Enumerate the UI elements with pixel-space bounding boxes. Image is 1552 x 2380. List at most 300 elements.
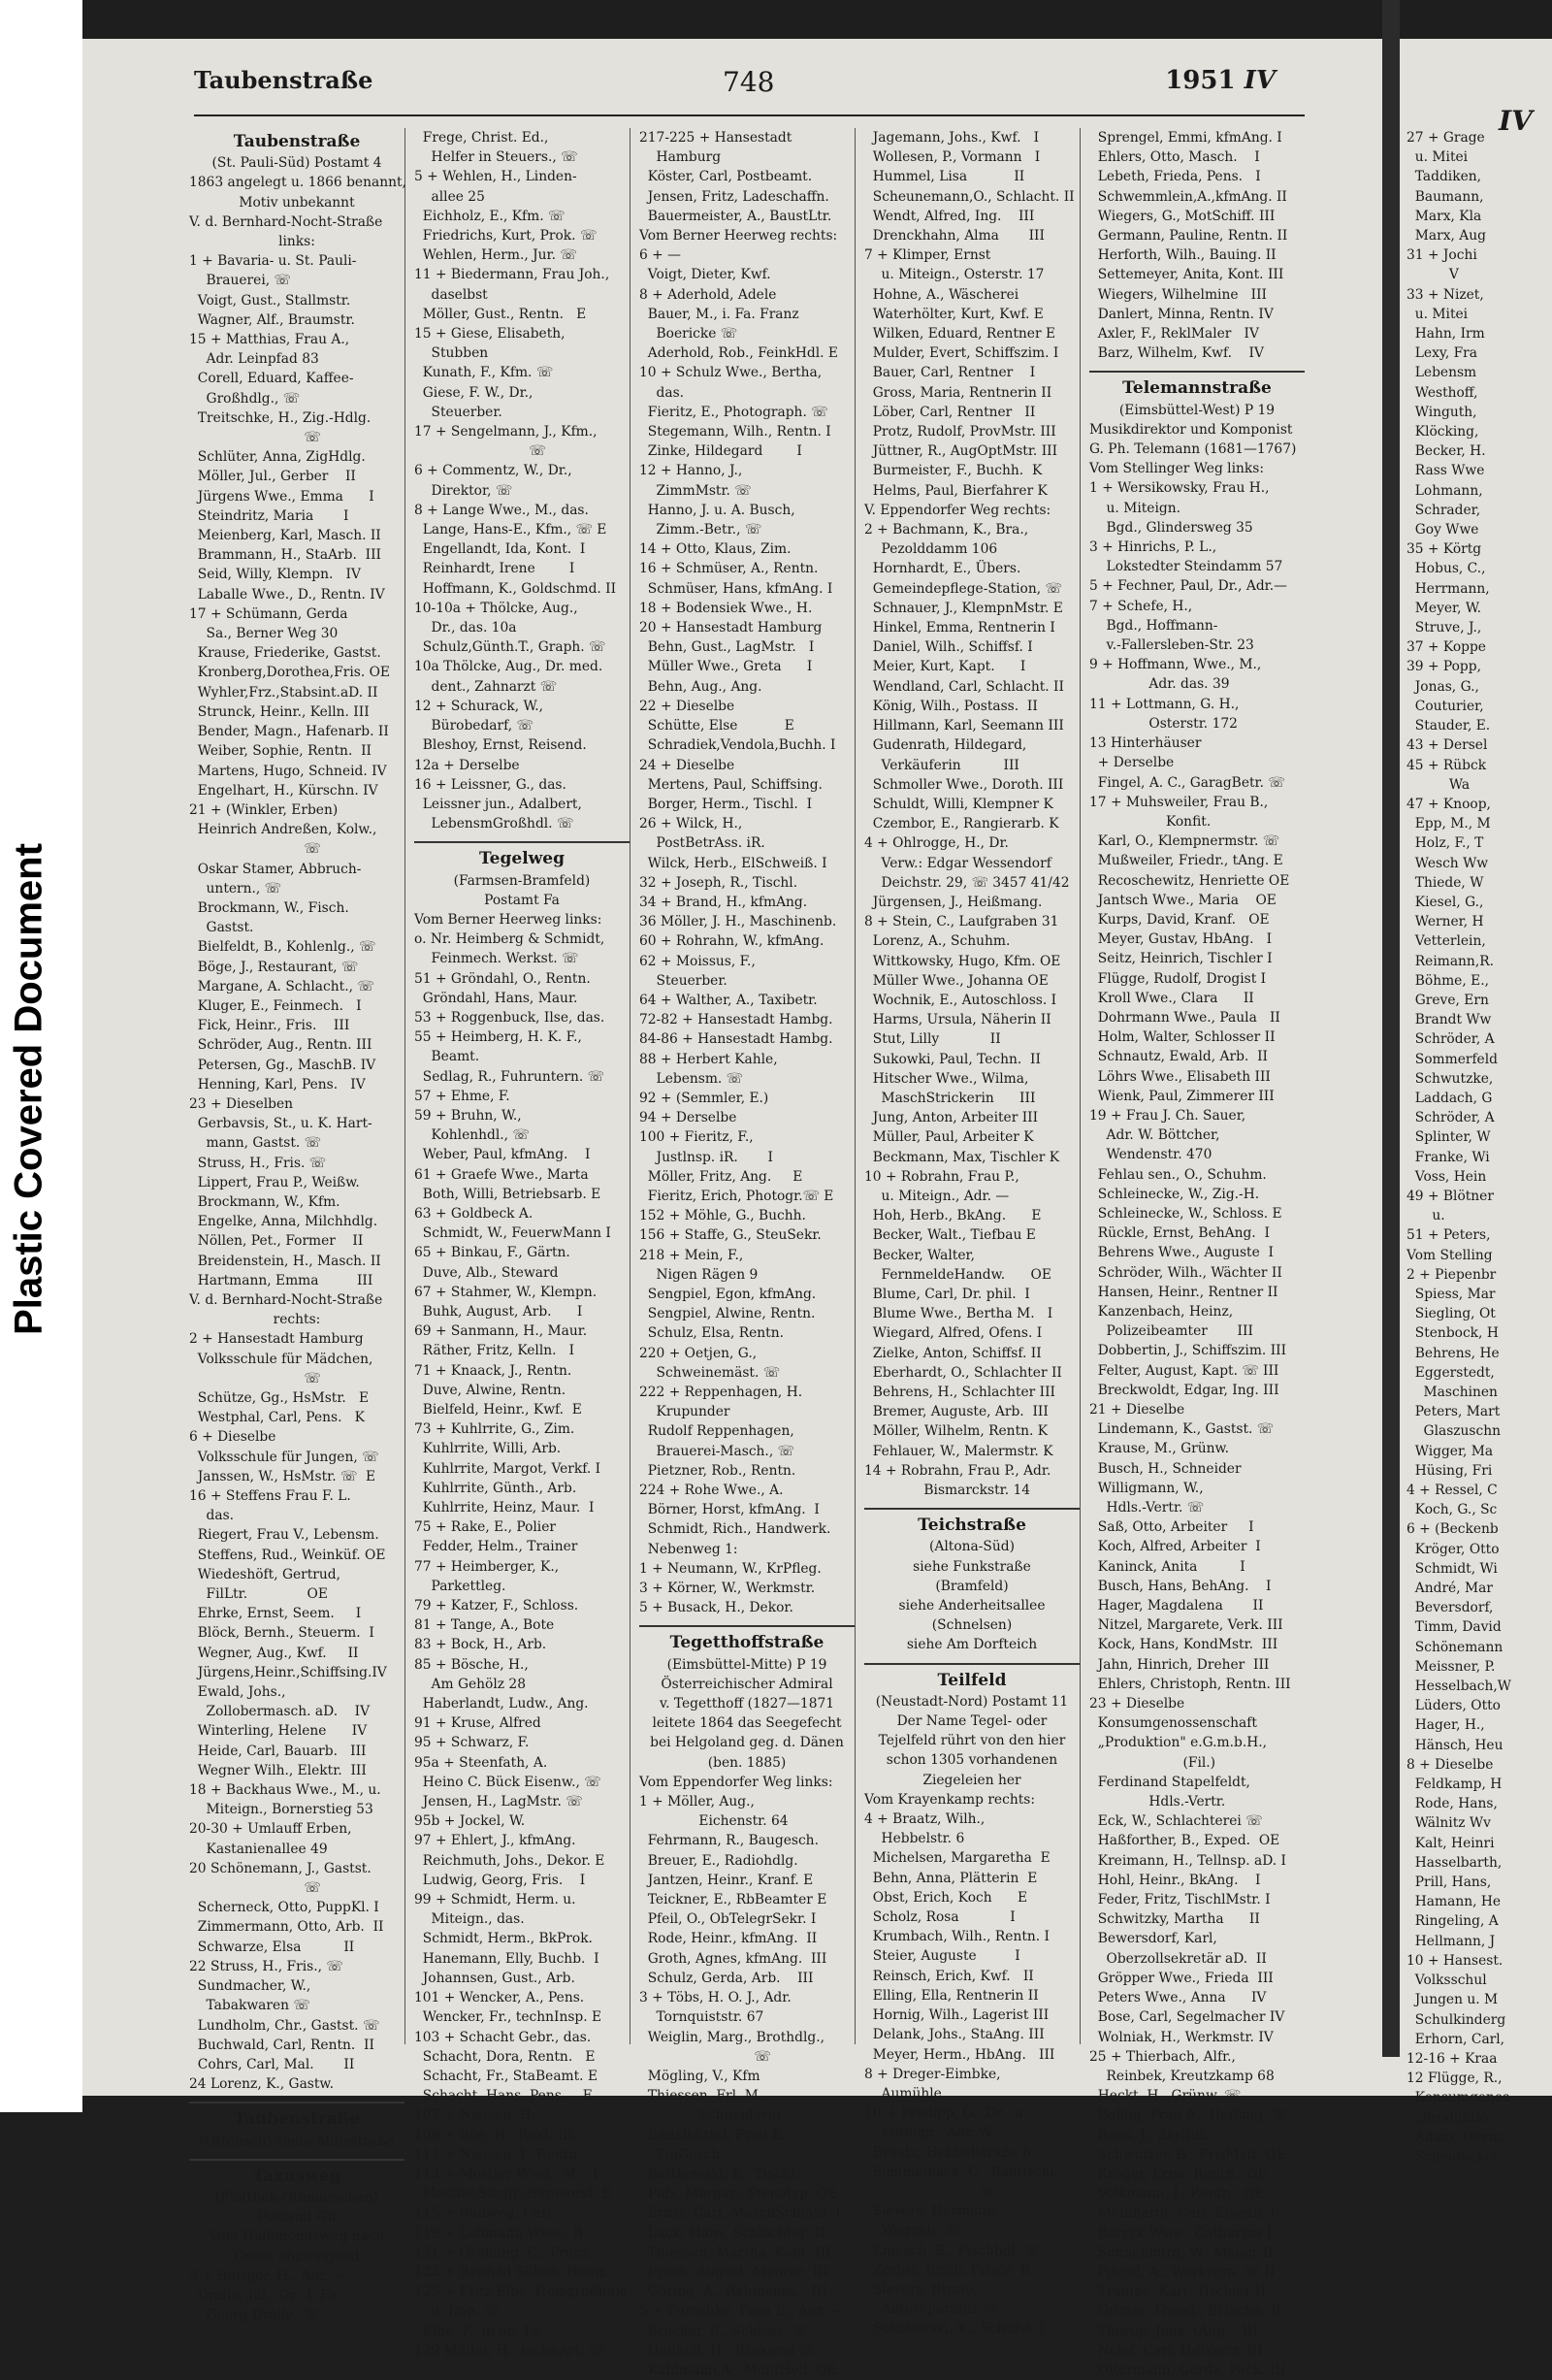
directory-line: Schröder, A bbox=[1406, 1031, 1495, 1048]
directory-line: Schulz, Gerda, Arb. III bbox=[639, 1970, 814, 1986]
directory-line: Ewald, Johs., bbox=[189, 1684, 286, 1701]
directory-line: Fieritz, E., Photograph. ☏ bbox=[639, 404, 828, 420]
directory-line: Kurps, David, Kranf. OE bbox=[1089, 911, 1270, 928]
directory-line: Pezolddamm 106 bbox=[864, 541, 998, 558]
directory-line: Klöcking, bbox=[1406, 424, 1479, 440]
directory-line: Polizeibeamter III bbox=[1089, 1323, 1253, 1340]
directory-line: Greve, Ern bbox=[1406, 992, 1489, 1008]
page-number: 748 bbox=[723, 66, 775, 98]
directory-line: Behn, Anna, Plätterin E bbox=[864, 1870, 1038, 1886]
directory-line: Hebbelstr. 6 bbox=[864, 1831, 965, 1847]
directory-line: 77 + Heimberger, K., bbox=[414, 1558, 560, 1575]
directory-line: Sprengel, Emmi, kfmAng. I bbox=[1089, 130, 1282, 146]
directory-line: Gemeindepflege-Station, ☏ bbox=[864, 580, 1062, 597]
directory-line: Buhk, August, Arb. I bbox=[414, 1303, 583, 1320]
directory-line: 79 + Katzer, F., Schloss. bbox=[414, 1598, 579, 1614]
directory-line: Der Name Tegel- oder bbox=[896, 1713, 1048, 1730]
directory-line: Schmidt, Herm., BkProk. bbox=[414, 1931, 593, 1947]
directory-line: Adr. Leinpfad 83 bbox=[189, 351, 319, 368]
directory-line: Bewersdorf, Karl, bbox=[1089, 1931, 1217, 1947]
directory-line: Adr. das. 39 bbox=[1089, 676, 1230, 693]
directory-line: Hdls.-Vertr. bbox=[1089, 1794, 1226, 1810]
directory-line: 45 + Rübck bbox=[1406, 757, 1487, 773]
directory-line: 94 + Derselbe bbox=[639, 1110, 737, 1126]
book-gutter bbox=[1382, 0, 1400, 2057]
directory-line: 119 + Lohmann Wwe., B. bbox=[414, 2225, 588, 2241]
directory-line: Dralle, Jul., Dr., i. Fa. bbox=[189, 2287, 341, 2303]
directory-line: Georg Dralle, ☏ bbox=[189, 2307, 319, 2324]
directory-line: Fingel, A. C., GaragBetr. ☏ bbox=[1089, 774, 1285, 791]
directory-line: Scheunemann,O., Schlacht. II bbox=[864, 188, 1075, 205]
directory-line: (Eimsbüttel-West) P 19 bbox=[1118, 402, 1276, 418]
directory-line: 12a + Derselbe bbox=[414, 757, 520, 773]
running-head-street: Taubenstraße bbox=[194, 66, 373, 94]
directory-line: ☏ bbox=[189, 430, 321, 446]
directory-line: schon 1305 vorhandenen bbox=[886, 1752, 1058, 1769]
directory-line: 23 + Dieselben bbox=[189, 1095, 294, 1112]
directory-line: Kalt, Heinri bbox=[1406, 1835, 1495, 1851]
directory-line: Miteign., Bornerstieg 53 bbox=[189, 1802, 373, 1818]
directory-line: mann, Gastst. ☏ bbox=[189, 1135, 321, 1152]
directory-line: Sukowki, Paul, Techn. II bbox=[864, 1051, 1041, 1067]
directory-line: Oberzollsekretär aD. II bbox=[1089, 1950, 1267, 1967]
directory-line: ☏ bbox=[639, 2048, 771, 2065]
directory-line: Glaszuschn bbox=[1406, 1423, 1502, 1440]
directory-line: Ehlers, Christoph, Rentn. III bbox=[1089, 1676, 1291, 1692]
directory-line: 8 + Lange Wwe., M., das. bbox=[414, 502, 589, 518]
directory-line: Möller, Jul., Gerber II bbox=[189, 469, 356, 485]
directory-line: Hillmann, Karl, Seemann III bbox=[864, 718, 1064, 734]
directory-line: 1 + Möller, Aug., bbox=[639, 1794, 755, 1810]
directory-line: Zimm.-Betr., ☏ bbox=[639, 522, 762, 538]
directory-line: Felter, August, Kapt. ☏ III bbox=[1089, 1362, 1279, 1379]
directory-line: 95b + Jockel, W. bbox=[414, 1813, 526, 1830]
directory-line: Schnauer, J., KlempnMstr. E bbox=[864, 600, 1063, 616]
directory-line: 6 + Dieselbe bbox=[189, 1429, 276, 1446]
directory-line: 123 + Benfeld Söhne, Heinr. bbox=[414, 2264, 609, 2280]
directory-line: Reinsch, Erich, Kwf. II bbox=[864, 1968, 1034, 1984]
directory-line: Nebenweg 1: bbox=[639, 1541, 738, 1557]
directory-line: Meyer, Herm., HbAng. III bbox=[864, 2046, 1055, 2063]
directory-line: Wilken, Eduard, Rentner E bbox=[864, 326, 1056, 342]
directory-line: Gross, Maria, Rentnerin II bbox=[864, 384, 1052, 401]
directory-line: Lundholm, Chr., Gastst. ☏ bbox=[189, 2017, 380, 2034]
directory-line: Brammann, H., StaArb. III bbox=[189, 547, 381, 564]
directory-line: 16 + Schmüser, A., Rentn. bbox=[639, 561, 819, 577]
directory-line: Teickner, E., RbBeamter E bbox=[639, 1892, 827, 1908]
directory-line: Hoh, Herb., BkAng. E bbox=[864, 1208, 1042, 1224]
directory-line: Mußweiler, Friedr., tAng. E bbox=[1089, 853, 1283, 869]
directory-line: Sa., Berner Weg 30 bbox=[189, 626, 339, 642]
directory-line: Ringeling, A bbox=[1406, 1913, 1499, 1930]
directory-line: Johannsen, Gust., Arb. bbox=[414, 1970, 575, 1986]
directory-line: Wigger, Ma bbox=[1406, 1443, 1494, 1459]
directory-line: Michelsen, Margaretha E bbox=[864, 1850, 1051, 1867]
directory-line: Siegling, Ot bbox=[1406, 1306, 1496, 1322]
directory-line: Wienk, Paul, Zimmerer III bbox=[1089, 1088, 1275, 1104]
directory-line: das. bbox=[189, 1508, 235, 1524]
directory-line: 67 + Stahmer, W., Klempn. bbox=[414, 1284, 598, 1300]
directory-line: Müller Wwe., Greta I bbox=[639, 659, 813, 675]
directory-line: ☏ bbox=[189, 841, 321, 858]
directory-line: 72-82 + Hansestadt Hambg. bbox=[639, 1012, 833, 1028]
directory-line: 111 + Nielsen, J., Rentn. bbox=[414, 2146, 582, 2163]
directory-line: Haukelt, H., Bäckerei ☏ bbox=[639, 2342, 816, 2359]
directory-line: Konfit. bbox=[1089, 813, 1212, 830]
directory-line: Germann, Pauline, Rentn. II bbox=[1089, 228, 1288, 245]
directory-line: 25 + Thierbach, Alfr., bbox=[1089, 2048, 1236, 2065]
directory-line: Krupunder bbox=[639, 1404, 730, 1420]
directory-line: 152 + Möhle, G., Buchh. bbox=[639, 1208, 806, 1224]
directory-line: allee 25 bbox=[414, 188, 485, 205]
directory-line: Wegner, Aug., Kwf. II bbox=[189, 1645, 359, 1661]
directory-line: Wochnik, E., Autoschloss. I bbox=[864, 992, 1057, 1008]
directory-line: Zinke, Hildegard I bbox=[639, 443, 802, 460]
directory-line: Eichholz, E., Kfm. ☏ bbox=[414, 208, 566, 224]
directory-line: Steier, Auguste I bbox=[864, 1948, 1020, 1965]
directory-line: (Eimsbüttel-Mitte) P 19 bbox=[666, 1656, 827, 1673]
directory-line: Meier, Kurt, Kapt. I bbox=[864, 659, 1026, 675]
directory-line: 73 + Kuhlrrite, G., Zim. bbox=[414, 1421, 575, 1438]
directory-line: Jüttner, R., AugOptMstr. III bbox=[864, 443, 1058, 460]
directory-line: 1 + Bavaria- u. St. Pauli- bbox=[189, 253, 357, 270]
directory-line: Wendt, Alfred, Ing. III bbox=[864, 208, 1035, 224]
directory-line: Wittkowsky, Hugo, Kfm. OE bbox=[864, 953, 1061, 969]
directory-line: Reinbek, Kreutzkamp 68 bbox=[1089, 2068, 1275, 2084]
directory-line: Becker, Walter, bbox=[864, 1247, 975, 1263]
directory-line: Schwotzer, B., FrisMstr. OE bbox=[1089, 2146, 1286, 2163]
directory-line: Lebeth, Frieda, Pens. I bbox=[1089, 169, 1261, 185]
next-page-column bbox=[1406, 128, 1552, 2165]
directory-line: Flügge, Rudolf, Drogist I bbox=[1089, 970, 1267, 987]
directory-line: Löhrs Wwe., Elisabeth III bbox=[1089, 1068, 1271, 1085]
directory-line: Winguth, bbox=[1406, 404, 1477, 420]
volume-text: IV bbox=[1244, 66, 1276, 95]
directory-line: Weiglin, Marg., Brothdlg., bbox=[639, 2029, 824, 2045]
directory-line: Corell, Eduard, Kaffee- bbox=[189, 371, 354, 387]
directory-line: 24 Lorenz, K., Gastw. bbox=[189, 2076, 334, 2093]
directory-line: Wälnitz Wv bbox=[1406, 1815, 1491, 1832]
directory-line: Sokolowski, K., Schiffsf. I bbox=[864, 2321, 1046, 2337]
directory-line: Sievers, Hermann, bbox=[864, 2203, 1000, 2220]
directory-line: Herrmann, bbox=[1406, 580, 1490, 597]
directory-line: Splinter, W bbox=[1406, 1129, 1491, 1146]
directory-line: Hoffmann, K., Goldschmd. II bbox=[414, 580, 617, 597]
directory-line: Behrens, He bbox=[1406, 1345, 1500, 1361]
directory-line: 26 + Wilck, H., bbox=[639, 816, 743, 832]
directory-line: 224 + Rohe Wwe., A. bbox=[639, 1483, 784, 1499]
directory-line: LebensmGroßhdl. ☏ bbox=[414, 816, 574, 832]
directory-line: 218 + Mein, F., bbox=[639, 1247, 744, 1263]
directory-line: v.-Fallersleben-Str. 23 bbox=[1089, 637, 1254, 654]
directory-line: Stubben bbox=[414, 345, 489, 362]
directory-line: 4 + Ressel, C bbox=[1406, 1483, 1498, 1499]
directory-line: Seid, Willy, Klempn. IV bbox=[189, 567, 361, 583]
directory-line: 217-225 + Hansestadt bbox=[639, 130, 792, 146]
directory-line: Schrader, bbox=[1406, 502, 1481, 518]
directory-line: 6 + — bbox=[639, 247, 681, 264]
directory-line: Holm, Walter, Schlosser II bbox=[1089, 1029, 1276, 1046]
directory-line: Bismarckstr. 14 bbox=[864, 1483, 1031, 1499]
directory-line: 1863 angelegt u. 1866 benannt, bbox=[189, 175, 406, 191]
directory-line: Schlüter, Anna, ZigHdlg. bbox=[189, 449, 366, 466]
directory-line: Hesselbach,W bbox=[1406, 1679, 1511, 1695]
directory-line: Duve, Alb., Steward bbox=[414, 1264, 559, 1281]
directory-line: Heino C. Bück Eisenw., ☏ bbox=[414, 1774, 601, 1790]
directory-line: Danlert, Minna, Rentn. IV bbox=[1089, 306, 1274, 322]
directory-line: Hamann, He bbox=[1406, 1894, 1502, 1910]
directory-line: Kröger, Erna, Rentn. OE bbox=[1089, 2166, 1268, 2182]
directory-line: Brockmann, W., Fisch. bbox=[189, 899, 349, 916]
directory-line: siehe Funkstraße bbox=[913, 1558, 1031, 1575]
directory-line: 12-16 + Kraa bbox=[1406, 2050, 1498, 2067]
directory-line: Konsumgenossenschaft bbox=[1089, 1715, 1257, 1732]
directory-line: 20-30 + Umlauff Erben, bbox=[189, 1821, 352, 1838]
directory-line: Pfeil, O., ObTelegrSekr. I bbox=[639, 1911, 817, 1928]
directory-line: ☏ bbox=[189, 1370, 321, 1386]
directory-line: 7 + Schefe, H., bbox=[1089, 598, 1193, 614]
directory-line: Steindritz, Maria I bbox=[189, 507, 349, 524]
directory-line: Treitschke, H., Zig.-Hdlg. bbox=[189, 409, 372, 426]
directory-line: 39 + Popp, bbox=[1406, 659, 1481, 675]
directory-line: Eggerstedt, bbox=[1406, 1364, 1495, 1381]
directory-line: Ehlers, Otto, Masch. I bbox=[1089, 149, 1260, 166]
directory-line: 10 + Prielipp, G., Dr., u. bbox=[864, 2105, 1027, 2122]
directory-line: 81 + Tange, A., Bote bbox=[414, 1617, 555, 1634]
directory-line: Schacht, Hans, Pens. E bbox=[414, 2088, 593, 2104]
directory-line: Lokstedter Steindamm 57 bbox=[1089, 559, 1283, 575]
directory-line: ZimmMstr. ☏ bbox=[639, 482, 752, 499]
directory-line: 3 + Rüttger, H., Adr. — bbox=[189, 2267, 346, 2284]
directory-line: Krause, M., Grünw. bbox=[1089, 1441, 1230, 1457]
directory-line: Kuhlmann,A., MontHelf. OE bbox=[639, 2362, 837, 2378]
directory-line: Sundmacher, W., bbox=[189, 1978, 311, 1995]
directory-line: Ernst, Carl, MaschSchloss. I bbox=[639, 2205, 841, 2222]
directory-line: Boericke ☏ bbox=[639, 326, 738, 342]
directory-line: G. Ph. Telemann (1681—1767) bbox=[1089, 441, 1297, 458]
directory-line: Reichmuth, Johs., Dekor. E bbox=[414, 1852, 605, 1869]
directory-line: Busch, Hans, BehAng. I bbox=[1089, 1578, 1272, 1594]
directory-line: u. Miteign. bbox=[1089, 500, 1180, 516]
directory-line: 85 + Bösche, H., bbox=[414, 1656, 529, 1673]
directory-line: Feinmech. Werkst. ☏ bbox=[414, 951, 579, 967]
directory-line: V. d. Bernhard-Nocht-Straße bbox=[189, 1291, 383, 1308]
directory-line: 14 + Robrahn, Frau P., Adr. bbox=[864, 1462, 1051, 1479]
directory-line: 83 + Bock, H., Arb. bbox=[414, 1637, 547, 1653]
directory-line: Österreichischer Admiral bbox=[661, 1676, 833, 1692]
directory-line: Margane, A. Schlacht., ☏ bbox=[189, 978, 374, 994]
directory-line: Burmeister, F., Buchh. K bbox=[864, 463, 1043, 479]
directory-line: 49 + Blötner bbox=[1406, 1188, 1494, 1204]
year-text: 1951 bbox=[1165, 66, 1236, 95]
directory-line: Helms, Paul, Bierfahrer K bbox=[864, 482, 1048, 499]
directory-line: Ludwig, Georg, Fris. I bbox=[414, 1872, 586, 1888]
directory-line: (Ottensen) siehe Abbestraße bbox=[199, 2133, 395, 2149]
directory-line: Protz, Rudolf, ProvMstr. III bbox=[864, 424, 1056, 440]
directory-line: Bgd., Glindersweg 35 bbox=[1089, 519, 1253, 536]
directory-line: (ben. 1885) bbox=[707, 1754, 787, 1771]
directory-line: 2 + Bachmann, K., Bra., bbox=[864, 522, 1029, 538]
directory-line: Oltermann, Gerda, Pack. III bbox=[1089, 2362, 1286, 2378]
directory-line: Pingel, A., Werkzgm. ☏ II bbox=[1089, 2264, 1276, 2280]
directory-line: Schweinemäst. ☏ bbox=[639, 1364, 781, 1381]
directory-line: Stenbock, H bbox=[1406, 1325, 1499, 1342]
page-header bbox=[194, 66, 1305, 116]
directory-line: Löber, Carl, Rentner II bbox=[864, 404, 1036, 420]
directory-line: Martens, Hugo, Schneid. IV bbox=[189, 763, 387, 779]
directory-line: Fieritz, Erich, Photogr.☏ E bbox=[639, 1188, 834, 1204]
directory-line: Hartmann, Emma III bbox=[189, 1272, 373, 1288]
directory-line: Timm, David bbox=[1406, 1619, 1502, 1636]
directory-line: Fehlau sen., O., Schuhm. bbox=[1089, 1166, 1267, 1183]
directory-line: Schwutzke, bbox=[1406, 1070, 1494, 1087]
directory-line: Wendland, Carl, Schlacht. II bbox=[864, 678, 1064, 695]
directory-line: 8 + Stein, C., Laufgraben 31 bbox=[864, 914, 1059, 930]
next-page-volume: IV bbox=[1499, 105, 1533, 137]
directory-line: Schneiderin bbox=[639, 2107, 781, 2124]
directory-line: daselbst bbox=[414, 286, 488, 303]
directory-line: Wencker, Fr., technInsp. E bbox=[414, 2009, 602, 2026]
directory-line: Lexy, Fra bbox=[1406, 345, 1478, 362]
directory-line: u. Mitei bbox=[1406, 149, 1469, 166]
directory-line: Kunath, F., Kfm. ☏ bbox=[414, 365, 554, 381]
directory-line: V. d. Bernhard-Nocht-Straße bbox=[189, 213, 383, 230]
directory-line: Jonas, G., bbox=[1406, 678, 1479, 695]
directory-line: Hamburg bbox=[639, 149, 722, 166]
directory-line: 20 + Hansestadt Hamburg bbox=[639, 620, 823, 636]
directory-line: Trampe, Karl, Tischler II bbox=[1089, 2284, 1266, 2300]
directory-line: Barzyk Wwe., Catharina I bbox=[1089, 2225, 1273, 2241]
directory-line: Osten abzweigend bbox=[234, 2248, 360, 2265]
directory-line: 17 + Muhsweiler, Frau B., bbox=[1089, 794, 1269, 810]
directory-line: Wagner, Alf., Braumstr. bbox=[189, 311, 355, 328]
directory-line: 60 + Rohrahn, W., kfmAng. bbox=[639, 933, 824, 950]
directory-line: MaschStrickerin III bbox=[864, 1090, 1036, 1106]
directory-line: Thiessen, Frl. M., bbox=[639, 2088, 767, 2104]
directory-line: Book, J., ZigHdl. bbox=[1089, 2127, 1209, 2143]
directory-line: Vetterlein, bbox=[1406, 933, 1486, 950]
directory-line: Sengpiel, Alwine, Rentn. bbox=[639, 1306, 816, 1322]
directory-line: 63 + Goldbeck A. bbox=[414, 1205, 534, 1222]
directory-line: Winterling, Helene IV bbox=[189, 1723, 368, 1740]
directory-line: Helfer in Steuers., ☏ bbox=[414, 149, 578, 166]
directory-line: Behrens, H., Schlachter III bbox=[864, 1385, 1056, 1400]
directory-line: Fedder, Helm., Trainer bbox=[414, 1539, 578, 1555]
directory-line: Rode, Hans, bbox=[1406, 1796, 1498, 1812]
directory-line: Stauder, E. bbox=[1406, 718, 1491, 734]
directory-line: Kiesel, G., bbox=[1406, 894, 1484, 910]
directory-line: Osterstr. 172 bbox=[1089, 715, 1238, 732]
street-heading: Teilfeld bbox=[937, 1670, 1007, 1690]
directory-line: Brandt Ww bbox=[1406, 1012, 1492, 1028]
directory-line: Tabakwaren ☏ bbox=[189, 1998, 310, 2014]
directory-line: Kniesch, E., Fischhdl. ☏ bbox=[864, 2242, 1042, 2259]
directory-line: Bauer, M., i. Fa. Franz bbox=[639, 306, 799, 322]
directory-line: 113 + Mostler Wwe., M. I bbox=[414, 2166, 598, 2182]
directory-line: Engellandt, Ida, Kont. I bbox=[414, 541, 586, 558]
directory-line: Kuhlrrite, Margot, Verkf. I bbox=[414, 1460, 601, 1477]
directory-line: Blume Wwe., Bertha M. I bbox=[864, 1306, 1053, 1322]
street-heading: Tegetthoffstraße bbox=[669, 1633, 824, 1653]
directory-line: 62 + Moissus, F., bbox=[639, 953, 756, 969]
directory-line: 36 Möller, J. H., Maschinenb. bbox=[639, 914, 837, 930]
directory-line: Breidenstein, H., Masch. II bbox=[189, 1253, 381, 1269]
directory-line: Sedlag, R., Fuhruntern. ☏ bbox=[414, 1068, 604, 1085]
directory-line: Müller Wwe., Johanna OE bbox=[864, 972, 1049, 989]
directory-line: Wiegers, G., MotSchiff. III bbox=[1089, 208, 1276, 224]
directory-line: Vom Eppendorfer Weg links: bbox=[639, 1774, 833, 1790]
directory-line: Verkäuferin III bbox=[864, 757, 1019, 773]
directory-line: Tornquiststr. 67 bbox=[639, 2009, 764, 2026]
directory-line: Miteign., Adr. W. bbox=[864, 2125, 994, 2141]
directory-line: Wiegers, Wilhelmine III bbox=[1089, 286, 1268, 303]
directory-line: Hohne, A., Wäscherei bbox=[864, 286, 1019, 303]
directory-line: 1 + Neumann, W., KrPfleg. bbox=[639, 1560, 822, 1577]
directory-line: Kohlenhdl., ☏ bbox=[414, 1127, 530, 1144]
directory-line: (Bramfeld) bbox=[935, 1578, 1009, 1594]
directory-line: André, Mar bbox=[1406, 1581, 1493, 1597]
directory-line: 6 + (Beckenb bbox=[1406, 1521, 1499, 1538]
directory-line: Borger, Herm., Tischl. I bbox=[639, 796, 813, 812]
directory-line: Eddelbüttel, Frau E., bbox=[639, 2127, 791, 2143]
street-heading: Teichstraße bbox=[918, 1516, 1026, 1536]
directory-line: Meyer, Gustav, HbAng. I bbox=[1089, 931, 1273, 948]
directory-line: 5 + Wehlen, H., Linden- bbox=[414, 169, 577, 185]
directory-line: Duve, Alwine, Rentn. bbox=[414, 1382, 566, 1398]
directory-line: 3 + Töbs, H. O. J., Adr. bbox=[639, 1990, 792, 2006]
directory-line: Engelhart, H., Kürschn. IV bbox=[189, 782, 378, 799]
directory-line: 19 + Frau J. Ch. Sauer, bbox=[1089, 1107, 1246, 1124]
directory-line: Böge, J., Restaurant, ☏ bbox=[189, 959, 359, 975]
directory-line: 34 + Brand, H., kfmAng. bbox=[639, 894, 808, 910]
directory-line: Rudolf Reppenhagen, bbox=[639, 1423, 794, 1440]
directory-line: Schacht, Fr., StaBeamt. E bbox=[414, 2068, 598, 2084]
directory-line: 11 + Lottmann, G. H., bbox=[1089, 696, 1240, 712]
directory-line: 21 + (Winkler, Erben) bbox=[189, 801, 339, 818]
directory-line: V bbox=[1406, 267, 1459, 283]
directory-line: Bauer, Carl, Rentner I bbox=[864, 365, 1036, 381]
directory-line: Lohmann, bbox=[1406, 482, 1483, 499]
directory-line: FilLtr. OE bbox=[189, 1586, 328, 1603]
directory-line: Scherneck, Otto, PuppKl. I bbox=[189, 1900, 379, 1916]
section-divider bbox=[1089, 371, 1305, 373]
street-heading: Telemannstraße bbox=[1122, 378, 1272, 399]
directory-line: Wiedeshöft, Gertrud, bbox=[189, 1566, 341, 1582]
directory-line: Kock, Hans, KondMstr. III bbox=[1089, 1637, 1278, 1653]
directory-line: Schuldt, Willi, Klempner K bbox=[864, 796, 1053, 812]
directory-line: 51 + Gröndahl, O., Rentn. bbox=[414, 970, 591, 987]
directory-line: 47 + Knoop, bbox=[1406, 796, 1491, 812]
directory-line: Jensen, Fritz, Ladeschaffn. bbox=[639, 188, 829, 205]
directory-line: Semmelhack, C., Bautischl., bbox=[864, 2164, 1063, 2180]
directory-line: Schleinecke, W., Zig.-H. bbox=[1089, 1186, 1260, 1202]
section-divider bbox=[414, 841, 630, 843]
directory-line: Schradiek,Vendola,Buchh. I bbox=[639, 737, 836, 754]
directory-line: V. Eppendorfer Weg rechts: bbox=[864, 502, 1051, 518]
directory-line: Kröger, Otto bbox=[1406, 1541, 1500, 1557]
directory-line: Lebensm bbox=[1406, 365, 1477, 381]
directory-line: Beckmann, Max, Tischler K bbox=[864, 1149, 1060, 1165]
street-heading: Taubenstraße bbox=[233, 132, 361, 151]
directory-line: Puls, Margar., Stenotyp. OE bbox=[639, 2186, 838, 2202]
directory-line: Baumann, bbox=[1406, 188, 1484, 205]
directory-line: Goy Wwe bbox=[1406, 522, 1479, 538]
directory-line: Wiegard, Alfred, Ofens. I bbox=[864, 1325, 1043, 1342]
directory-line: u. Miteign., Adr. — bbox=[864, 1188, 1010, 1204]
directory-line: Settemeyer, Anita, Kont. III bbox=[1089, 267, 1284, 283]
directory-line: Wollesen, P., Vormann I bbox=[864, 149, 1041, 166]
directory-line: Krumbach, Wilh., Rentn. I bbox=[864, 1929, 1050, 1945]
